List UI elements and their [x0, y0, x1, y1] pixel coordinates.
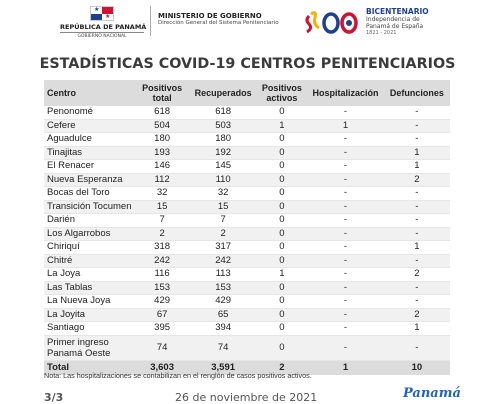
table-row: [44, 133, 450, 147]
bicentennial-title: BICENTENARIO: [366, 7, 429, 16]
republic-logo: [60, 6, 147, 39]
table-cell: -: [307, 146, 384, 160]
table-row: [44, 106, 450, 119]
center-name-cell: Cefere: [44, 119, 134, 133]
center-name-cell: Bocas del Toro: [44, 187, 134, 201]
table-cell: 2: [384, 268, 450, 282]
table-cell: 0: [257, 322, 308, 336]
table-cell: 180: [134, 133, 189, 147]
center-name-cell: La Nueva Joya: [44, 295, 134, 309]
table-header-row: [44, 80, 450, 106]
table-cell: 242: [190, 254, 257, 268]
table-cell: 7: [134, 214, 189, 228]
column-header: Positivos total: [134, 80, 189, 106]
center-name-cell: Los Algarrobos: [44, 227, 134, 241]
center-name-cell: Chiriquí: [44, 241, 134, 255]
table-row: [44, 322, 450, 336]
table-row: [44, 214, 450, 228]
bicentennial-block: [366, 7, 429, 36]
page-number: 3/3: [44, 391, 64, 404]
table-cell: -: [307, 322, 384, 336]
table-row: [44, 281, 450, 295]
table-cell: -: [307, 214, 384, 228]
table-cell: 193: [134, 146, 189, 160]
table-cell: 1: [307, 119, 384, 133]
header-divider: [150, 6, 151, 36]
table-cell: 0: [257, 173, 308, 187]
table-cell: 0: [257, 335, 308, 360]
total-cell: 10: [384, 360, 450, 375]
table-cell: -: [384, 200, 450, 214]
table-cell: 0: [257, 254, 308, 268]
table-cell: 1: [384, 160, 450, 174]
table-cell: -: [307, 281, 384, 295]
column-header: Positivos activos: [257, 80, 308, 106]
table-cell: 32: [134, 187, 189, 201]
table-cell: 2: [134, 227, 189, 241]
table-cell: -: [307, 335, 384, 360]
table-cell: 15: [190, 200, 257, 214]
table-cell: 0: [257, 241, 308, 255]
republic-name: REPÚBLICA DE PANAMÁ: [60, 23, 147, 31]
center-name-cell: Tinajitas: [44, 146, 134, 160]
table-cell: 504: [134, 119, 189, 133]
table-cell: -: [384, 187, 450, 201]
table-row: [44, 173, 450, 187]
table-cell: -: [384, 281, 450, 295]
table-cell: -: [307, 295, 384, 309]
table-row: [44, 268, 450, 282]
table-cell: 242: [134, 254, 189, 268]
table-cell: 317: [190, 241, 257, 255]
total-cell: 2: [257, 360, 308, 375]
bicentennial-logo-icon: [303, 6, 361, 36]
table-cell: 110: [190, 173, 257, 187]
table-row: [44, 146, 450, 160]
table-row: [44, 254, 450, 268]
table-cell: 318: [134, 241, 189, 255]
table-row: [44, 227, 450, 241]
table-cell: -: [307, 227, 384, 241]
table-cell: 2: [384, 308, 450, 322]
center-name-cell: La Joyita: [44, 308, 134, 322]
table-row: [44, 160, 450, 174]
table-cell: 0: [257, 281, 308, 295]
total-cell: 3,603: [134, 360, 189, 375]
table-cell: 116: [134, 268, 189, 282]
table-cell: 180: [190, 133, 257, 147]
table-cell: 146: [134, 160, 189, 174]
bicentennial-line-2: Panamá de España: [366, 23, 424, 30]
table-row: [44, 308, 450, 322]
table-row: [44, 241, 450, 255]
directorate-name: Dirección General del Sistema Penitenciario: [158, 20, 279, 26]
table-row: [44, 200, 450, 214]
table-cell: -: [307, 106, 384, 119]
table-cell: 2: [190, 227, 257, 241]
table-cell: 65: [190, 308, 257, 322]
panama-flag-icon: [90, 6, 114, 21]
report-date: 26 de noviembre de 2021: [175, 391, 318, 404]
table-cell: 0: [257, 146, 308, 160]
table-cell: 153: [190, 281, 257, 295]
table-cell: 429: [190, 295, 257, 309]
table-cell: 395: [134, 322, 189, 336]
table-cell: 74: [134, 335, 189, 360]
table-cell: 0: [257, 133, 308, 147]
total-label: Total: [44, 360, 134, 375]
table-cell: 2: [384, 173, 450, 187]
table-row: [44, 119, 450, 133]
table-cell: 0: [257, 106, 308, 119]
table-row: [44, 187, 450, 201]
table-cell: 1: [384, 322, 450, 336]
table-cell: -: [307, 308, 384, 322]
panama-signature-logo: Panamá: [403, 386, 461, 401]
table-cell: 74: [190, 335, 257, 360]
table-cell: -: [307, 268, 384, 282]
table-row: [44, 295, 450, 309]
table-cell: -: [307, 254, 384, 268]
table-cell: -: [384, 254, 450, 268]
center-name-cell: Chitré: [44, 254, 134, 268]
bicentennial-years: 1821 - 2021: [366, 30, 397, 36]
center-name-cell: Nueva Esperanza: [44, 173, 134, 187]
total-cell: 3,591: [190, 360, 257, 375]
center-name-cell: La Joya: [44, 268, 134, 282]
table-cell: 153: [134, 281, 189, 295]
table-cell: -: [307, 133, 384, 147]
table-cell: 113: [190, 268, 257, 282]
center-name-cell: Primer ingreso Panamá Oeste: [44, 335, 134, 360]
table-row: [44, 335, 450, 360]
table-cell: -: [384, 227, 450, 241]
table-cell: 1: [257, 268, 308, 282]
page-title: ESTADÍSTICAS COVID-19 CENTROS PENITENCIARIOS: [39, 56, 456, 72]
table-cell: 112: [134, 173, 189, 187]
table-cell: -: [307, 200, 384, 214]
table-cell: 145: [190, 160, 257, 174]
table-cell: 0: [257, 214, 308, 228]
table-cell: -: [384, 335, 450, 360]
table-cell: 0: [257, 227, 308, 241]
table-cell: 1: [384, 241, 450, 255]
table-cell: 618: [190, 106, 257, 119]
table-cell: 1: [384, 146, 450, 160]
table-cell: 0: [257, 200, 308, 214]
center-name-cell: Penonomé: [44, 106, 134, 119]
table-cell: 67: [134, 308, 189, 322]
center-name-cell: El Renacer: [44, 160, 134, 174]
table-cell: 394: [190, 322, 257, 336]
table-cell: 0: [257, 308, 308, 322]
ministry-block: [158, 12, 279, 26]
table-cell: 0: [257, 187, 308, 201]
table-cell: -: [384, 106, 450, 119]
total-cell: 1: [307, 360, 384, 375]
column-header: Hospitalización: [307, 80, 384, 106]
table-cell: 0: [257, 295, 308, 309]
page-header: [0, 0, 495, 44]
table-cell: 429: [134, 295, 189, 309]
ministry-name: MINISTERIO DE GOBIERNO: [158, 12, 262, 20]
table-cell: 503: [190, 119, 257, 133]
table-cell: 192: [190, 146, 257, 160]
column-header: Defunciones: [384, 80, 450, 106]
table-cell: -: [384, 214, 450, 228]
table-cell: 618: [134, 106, 189, 119]
center-name-cell: Transición Tocumen: [44, 200, 134, 214]
column-header: Recuperados: [190, 80, 257, 106]
table-cell: -: [384, 295, 450, 309]
table-cell: -: [307, 241, 384, 255]
table-cell: 32: [190, 187, 257, 201]
covid-statistics-table: [44, 80, 450, 375]
government-name: GOBIERNO NACIONAL: [60, 32, 144, 39]
center-name-cell: Aguadulce: [44, 133, 134, 147]
table-cell: 7: [190, 214, 257, 228]
table-cell: -: [307, 187, 384, 201]
center-name-cell: Las Tablas: [44, 281, 134, 295]
table-cell: 15: [134, 200, 189, 214]
table-cell: -: [307, 160, 384, 174]
table-cell: 0: [257, 160, 308, 174]
center-name-cell: Santiago: [44, 322, 134, 336]
table-cell: -: [384, 119, 450, 133]
table-cell: 1: [257, 119, 308, 133]
column-header: Centro: [44, 80, 134, 106]
table-cell: -: [384, 133, 450, 147]
footnote: Nota: Las hospitalizaciones se contabilizan en el renglón de casos positivos activos.: [44, 371, 312, 380]
bicentennial-line-1: Independencia de: [366, 16, 420, 23]
table-cell: -: [307, 173, 384, 187]
center-name-cell: Darién: [44, 214, 134, 228]
